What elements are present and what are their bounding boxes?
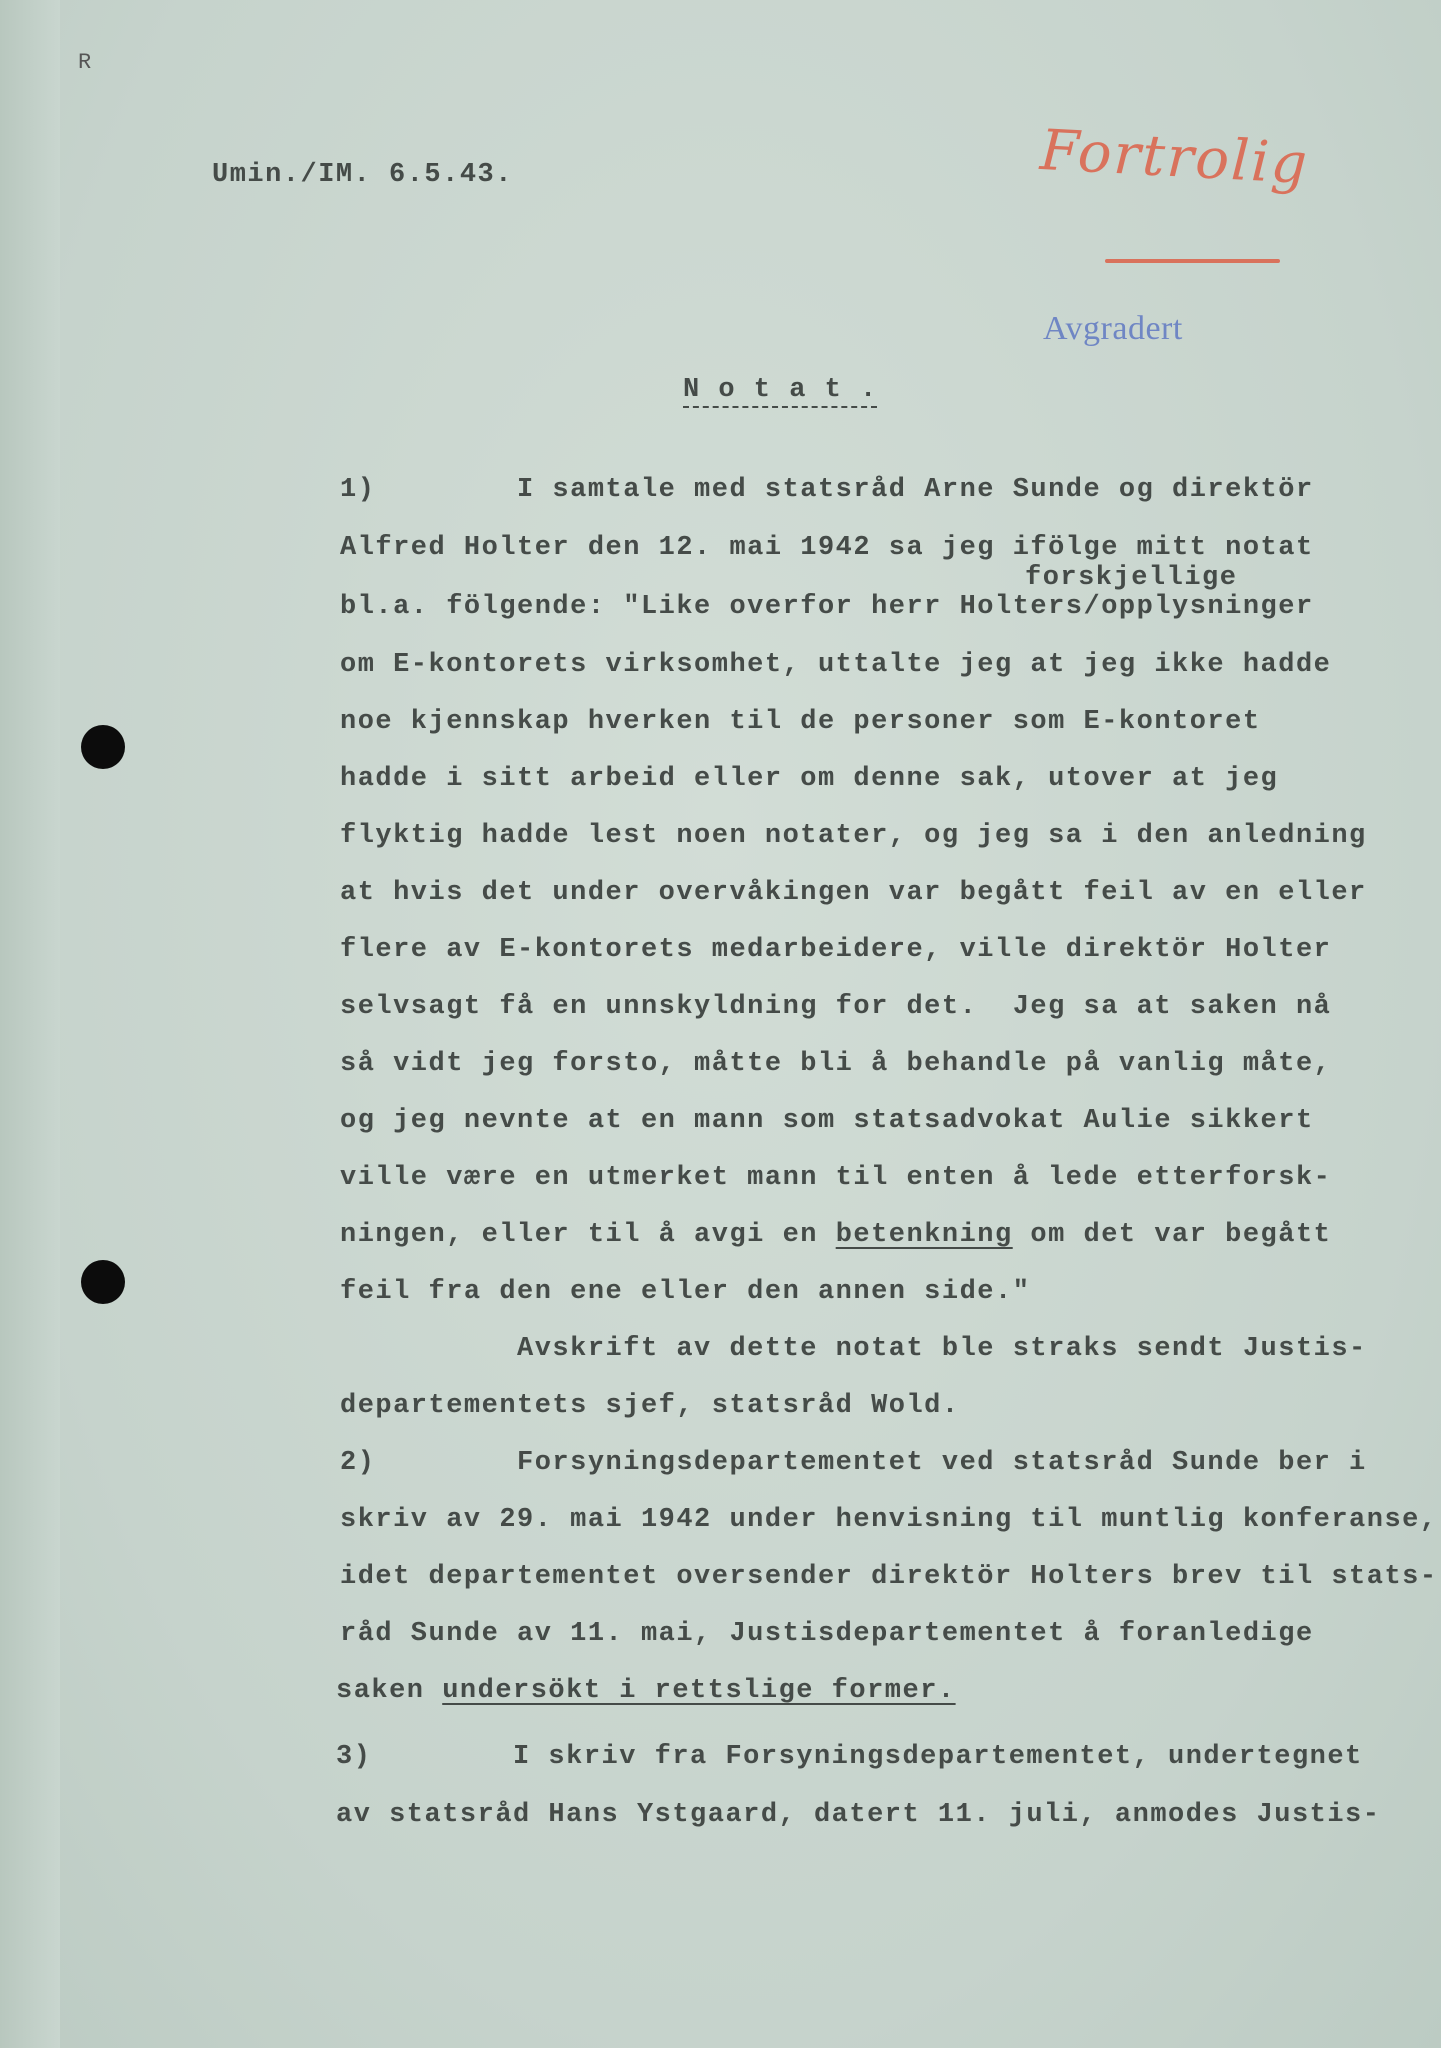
document-line: idet departementet oversender direktör Holters brev til stats- — [340, 1562, 1438, 1592]
document-line: forskjellige — [1025, 563, 1238, 593]
document-line: Alfred Holter den 12. mai 1942 sa jeg ifölge mitt notat — [340, 533, 1314, 563]
document-line: råd Sunde av 11. mai, Justisdepartementet å foranledige — [340, 1619, 1314, 1649]
document-line: 2) Forsyningsdepartementet ved statsråd Sunde ber i — [340, 1448, 1367, 1478]
document-line: bl.a. fölgende: "Like overfor herr Holters/opplysninger — [340, 592, 1314, 622]
document-line: Avskrift av dette notat ble straks sendt Justis- — [340, 1334, 1367, 1364]
document-line: av statsråd Hans Ystgaard, datert 11. juli, anmodes Justis- — [336, 1800, 1381, 1830]
document-line: feil fra den ene eller den annen side." — [340, 1277, 1031, 1307]
document-line: flere av E-kontorets medarbeidere, ville direktör Holter — [340, 935, 1332, 965]
document-line: 3) I skriv fra Forsyningsdepartementet, undertegnet — [336, 1742, 1363, 1772]
handwritten-underline — [1105, 259, 1280, 263]
paper-edge-shadow — [0, 0, 60, 2048]
underlined-phrase: betenkning — [835, 1220, 1013, 1250]
document-line: ningen, eller til å avgi en betenkning om det var begått — [340, 1220, 1332, 1250]
punch-hole-top — [81, 725, 125, 769]
punch-hole-bottom — [81, 1260, 125, 1304]
document-line: departementets sjef, statsråd Wold. — [340, 1391, 960, 1421]
document-title: N o t a t . — [683, 375, 878, 405]
document-line: selvsagt få en unnskyldning for det. Jeg sa at saken nå — [340, 992, 1332, 1022]
document-line: hadde i sitt arbeid eller om denne sak, utover at jeg — [340, 764, 1279, 794]
document-line: om E-kontorets virksomhet, uttalte jeg at jeg ikke hadde — [340, 650, 1332, 680]
underlined-phrase: undersökt i rettslige former. — [442, 1676, 956, 1706]
document-line: så vidt jeg forsto, måtte bli å behandle på vanlig måte, — [340, 1049, 1332, 1079]
document-line: at hvis det under overvåkingen var begått feil av en eller — [340, 878, 1367, 908]
declassified-stamp: Avgradert — [1043, 310, 1183, 347]
document-line: flyktig hadde lest noen notater, og jeg sa i den anledning — [340, 821, 1367, 851]
document-line: noe kjennskap hverken til de personer som E-kontoret — [340, 707, 1261, 737]
document-line: 1) I samtale med statsråd Arne Sunde og direktör — [340, 475, 1314, 505]
handwritten-annotation: Fortrolig — [1038, 118, 1311, 197]
document-line: skriv av 29. mai 1942 under henvisning til muntlig konferanse, — [340, 1505, 1438, 1535]
margin-mark: R — [78, 50, 92, 75]
document-reference: Umin./IM. 6.5.43. — [212, 160, 513, 190]
document-line: saken undersökt i rettslige former. — [336, 1676, 956, 1706]
document-line: og jeg nevnte at en mann som statsadvokat Aulie sikkert — [340, 1106, 1314, 1136]
document-line: ville være en utmerket mann til enten å lede etterforsk- — [340, 1163, 1332, 1193]
